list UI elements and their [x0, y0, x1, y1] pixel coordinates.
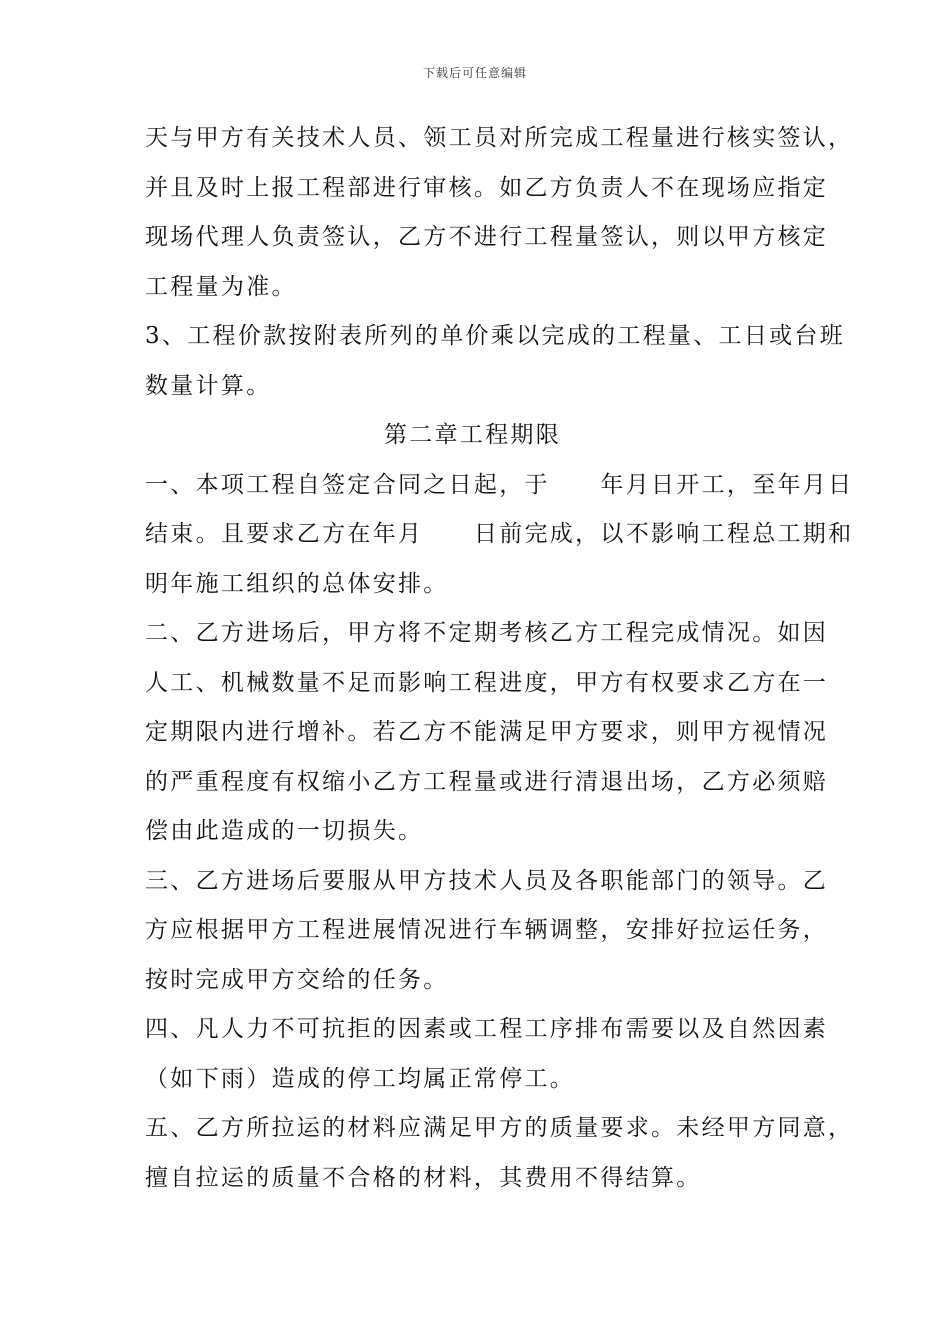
body-line: 一、本项工程自签定合同之日起，于 年月日开工，至年月日 [145, 471, 854, 498]
body-line: 四、凡人力不可抗拒的因素或工程工序排布需要以及自然因素 [145, 1016, 829, 1042]
page-header: 下载后可任意编辑 [422, 66, 527, 80]
body-line: 方应根据甲方工程进展情况进行车辆调整，安排好拉运任务， [145, 917, 829, 943]
body-line: 定期限内进行增补。若乙方不能满足甲方要求，则甲方视情况 [145, 719, 829, 745]
body-line: 3、工程价款按附表所列的单价乘以完成的工程量、工日或台班 [145, 323, 846, 349]
body-line: （如下雨）造成的停工均属正常停工。 [145, 1065, 576, 1092]
body-line: 现场代理人负责签认，乙方不进行工程量签认，则以甲方核定 [145, 224, 829, 250]
body-line: 二、乙方进场后，甲方将不定期考核乙方工程完成情况。如因 [145, 620, 829, 646]
body-line: 按时完成甲方交给的任务。 [145, 966, 449, 993]
body-line: 并且及时上报工程部进行审核。如乙方负责人不在现场应指定 [145, 174, 829, 201]
body-line: 数量计算。 [145, 372, 272, 399]
document-body [145, 114, 854, 1203]
body-line: 三、乙方进场后要服从甲方技术人员及各职能部门的领导。乙 [145, 867, 829, 894]
body-line: 明年施工组织的总体安排。 [145, 570, 449, 597]
body-line: 偿由此造成的一切损失。 [145, 818, 424, 844]
body-line: 五、乙方所拉运的材料应满足甲方的质量要求。未经甲方同意， [145, 1115, 854, 1141]
body-line: 天与甲方有关技术人员、领工员对所完成工程量进行核实签认， [145, 125, 854, 151]
body-line: 人工、机械数量不足而影响工程进度，甲方有权要求乙方在一 [145, 669, 829, 696]
body-line: 工程量为准。 [145, 273, 297, 300]
body-line: 的严重程度有权缩小乙方工程量或进行清退出场，乙方必须赔 [145, 768, 829, 795]
body-line: 结束。且要求乙方在年月 日前完成，以不影响工程总工期和 [145, 521, 854, 547]
chapter-heading: 第二章工程期限 [383, 422, 562, 448]
body-line: 擅自拉运的质量不合格的材料，其费用不得结算。 [145, 1164, 702, 1191]
